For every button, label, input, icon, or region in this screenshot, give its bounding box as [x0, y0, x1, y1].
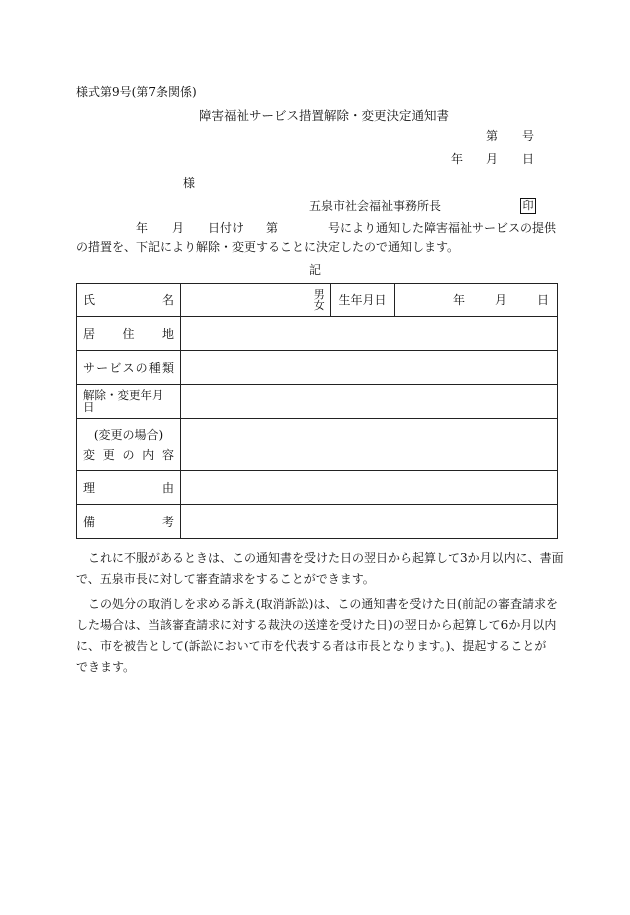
issuer-name: 五泉市社会福祉事務所長 — [309, 199, 442, 213]
gender-male[interactable]: 男 — [313, 288, 325, 301]
birth-year: 年 — [452, 293, 465, 307]
row-remarks — [77, 505, 558, 539]
address-label-char: 居 — [83, 326, 96, 341]
service-type-label — [77, 351, 181, 385]
address-value[interactable] — [181, 317, 558, 351]
change-label-char: の — [122, 447, 135, 462]
row-address — [77, 317, 558, 351]
reason-label-char: 理 — [83, 480, 96, 495]
intro-line-2: の措置を、下記により解除・変更することに決定したので通知します。 — [76, 240, 460, 254]
lawsuit-notice-line: この処分の取消しを求める訴え(取消訴訟)は、この通知書を受けた日(前記の審査請求を — [88, 597, 559, 611]
row-change-content — [77, 419, 558, 471]
document-number-suffix: 号 — [522, 129, 535, 143]
service-label-char: 類 — [161, 360, 174, 375]
change-date-value[interactable] — [181, 385, 558, 419]
recipient-suffix: 様 — [183, 176, 196, 190]
intro-rest: 号により通知した障害福祉サービスの提供 — [328, 221, 557, 235]
service-label-char: ビ — [109, 360, 122, 375]
intro-month: 月 — [172, 221, 185, 235]
intro-year: 年 — [136, 221, 149, 235]
remarks-label-char: 備 — [83, 514, 96, 529]
lawsuit-notice — [76, 594, 558, 678]
birth-date-label: 生年月日 — [331, 284, 395, 317]
gender-female[interactable]: 女 — [313, 299, 325, 312]
appeal-notice-line: これに不服があるときは、この通知書を受けた日の翌日から起算して3か月以内に、書面 — [88, 551, 564, 565]
row-change-date — [77, 385, 558, 419]
name-value[interactable] — [181, 284, 309, 317]
address-label — [77, 317, 181, 351]
row-name — [77, 284, 558, 317]
intro-day: 日付け — [208, 221, 245, 235]
reason-label — [77, 471, 181, 505]
service-type-value[interactable] — [181, 351, 558, 385]
birth-date-value[interactable] — [395, 284, 558, 317]
remarks-value[interactable] — [181, 505, 558, 539]
row-reason — [77, 471, 558, 505]
service-label-char: の — [135, 360, 148, 375]
remarks-label-char: 考 — [161, 514, 174, 529]
lawsuit-notice-line: した場合は、当該審査請求に対する裁決の送達を受けた日)の翌日から起算して6か月以内 — [76, 618, 557, 632]
reason-label-char: 由 — [161, 480, 174, 495]
document-title: 障害福祉サービス措置解除・変更決定通知書 — [199, 108, 450, 123]
change-date-label: 解除・変更年月日 — [77, 385, 181, 419]
ki-heading: 記 — [309, 263, 322, 277]
change-label-char: 変 — [83, 447, 96, 462]
issue-date-year: 年 — [451, 152, 464, 166]
reason-value[interactable] — [181, 471, 558, 505]
service-label-char: サ — [83, 360, 96, 375]
remarks-label — [77, 505, 181, 539]
service-label-char: ス — [122, 360, 135, 375]
service-label-char: ー — [96, 360, 109, 375]
intro-no-prefix: 第 — [266, 221, 279, 235]
change-label-char: 更 — [102, 447, 115, 462]
appeal-notice-line: で、五泉市長に対して審査請求をすることができます。 — [76, 572, 375, 586]
change-content-label — [77, 419, 181, 471]
address-label-char: 地 — [161, 326, 174, 341]
seal-mark — [520, 198, 536, 214]
notice-form-table — [76, 283, 558, 539]
service-label-char: 種 — [148, 360, 161, 375]
appeal-notice — [76, 548, 564, 590]
seal-icon: 印 — [520, 198, 536, 214]
issue-date-day: 日 — [522, 152, 535, 166]
name-label — [77, 284, 181, 317]
name-label-char: 氏 — [83, 293, 96, 307]
lawsuit-notice-line: できます。 — [76, 660, 136, 674]
name-label-char: 名 — [161, 293, 174, 307]
row-service — [77, 351, 558, 385]
address-label-char: 住 — [122, 326, 135, 341]
birth-day: 日 — [536, 293, 549, 307]
birth-month: 月 — [494, 293, 507, 307]
form-number: 様式第9号(第7条関係) — [76, 85, 197, 99]
change-label-char: 容 — [161, 447, 174, 462]
change-case-label: (変更の場合) — [93, 427, 164, 442]
change-label-char: 内 — [142, 447, 155, 462]
change-content-value[interactable] — [181, 419, 558, 471]
gender-cell[interactable] — [309, 284, 331, 317]
issue-date-month: 月 — [486, 152, 499, 166]
document-number-prefix: 第 — [486, 129, 499, 143]
lawsuit-notice-line: に、市を被告として(訴訟において市を代表する者は市長となります。)、提起することが — [76, 639, 547, 653]
